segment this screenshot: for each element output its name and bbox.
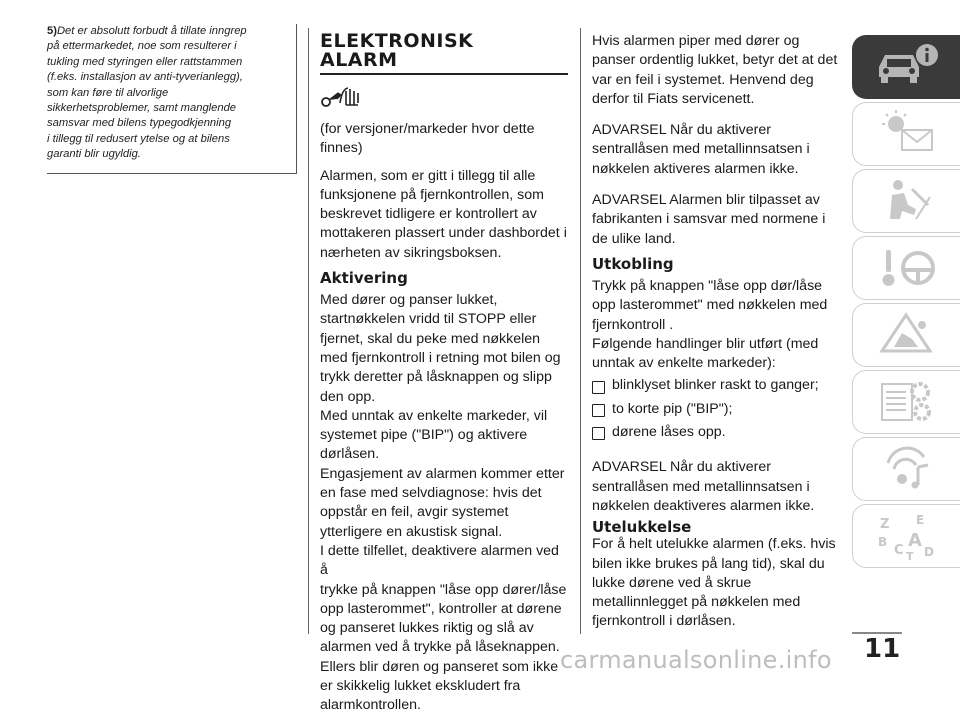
svg-text:B: B	[877, 535, 887, 549]
warning-line: ADVARSEL Når du aktiverer	[592, 459, 771, 476]
service-gear-icon	[872, 376, 942, 428]
tab-safety[interactable]	[852, 169, 960, 233]
text-line: alarmkontrollen.	[320, 697, 421, 714]
list-item: to korte pip ("BIP");	[592, 400, 842, 419]
text-line: ytterligere en akustisk signal.	[320, 523, 503, 540]
tab-index[interactable]	[852, 504, 960, 568]
text-line: Engasjement av alarmen kommer etter	[320, 465, 565, 482]
text-line: bilen ikke brukes på lang tid), skal du	[592, 555, 825, 572]
svg-text:D: D	[923, 545, 934, 559]
tab-car-info[interactable]	[852, 35, 960, 99]
warning-line: ADVARSEL Når du aktiverer	[592, 122, 771, 139]
section-title: ELEKTRONISK ALARM	[320, 30, 474, 71]
text-line: og panseret lukkes riktig og slå av	[320, 620, 534, 637]
footnote-line: på ettermarkedet, noe som resulterer i	[47, 40, 237, 53]
alarm-section	[320, 32, 568, 716]
car-info-icon	[871, 41, 941, 93]
footnote-line: i tillegg til redusert ytelse og at bilens	[47, 132, 230, 145]
footnote-line: (f.eks. installasjon av anti-tyverianlegg),	[47, 71, 243, 84]
svg-text:Z: Z	[879, 517, 889, 532]
footnote-line: sikkerhetsproblemer, samt manglende	[47, 102, 237, 115]
svg-text:T: T	[905, 550, 914, 562]
warning-line: sentrallåsen med metallinnsatsen i	[592, 141, 810, 158]
alarm-section-continued	[592, 32, 842, 632]
svg-text:C: C	[893, 543, 904, 558]
warning-line: nøkkelen aktiveres alarmen ikke.	[592, 160, 799, 177]
phone-music-icon	[872, 443, 942, 495]
title-rule	[320, 73, 568, 75]
tab-warning-lights[interactable]	[852, 102, 960, 166]
footnote-line: tukling med styringen eller rattstammen	[47, 55, 243, 68]
footnote-line: garanti blir ugyldig.	[47, 148, 141, 161]
text-line: I dette tilfellet, deaktivere alarmen ved å	[320, 542, 559, 579]
warning-line: sentrallåsen med metallinnsatsen i	[592, 478, 810, 495]
footnote-line: samsvar med bilens typegodkjenning	[47, 117, 232, 130]
checkbox-bullet-icon	[592, 427, 605, 440]
footnote-number: 5)	[47, 25, 57, 37]
footnote-box	[47, 24, 297, 174]
text-line: unntak av enkelte markeder):	[592, 355, 776, 372]
text-line: finnes)	[320, 140, 363, 157]
text-line: den opp.	[320, 388, 376, 405]
text-line: metallinnlegget på nøkkelen med	[592, 594, 801, 611]
text-line: opp lasterommet", kontroller at dørene	[320, 600, 562, 617]
heading-exclusion: Utelukkelse	[592, 518, 692, 537]
text-line: en fase med selvdiagnose: hvis det	[320, 485, 542, 502]
heading-activation: Aktivering	[320, 269, 408, 288]
text-line: funksjonene på fjernkontrollen, som	[320, 186, 544, 203]
text-line: oppstår en feil, avgir systemet	[320, 504, 509, 521]
airbag-seatbelt-icon	[872, 175, 942, 227]
heading-deactivation: Utkobling	[592, 254, 674, 273]
chapter-tabs	[852, 35, 960, 571]
warning-line: fabrikanten i samsvar med normene i	[592, 211, 826, 228]
text-line: derfor til Fiats servicenett.	[592, 90, 755, 107]
steering-wheel-key-icon	[872, 242, 942, 294]
text-line: Med unntak av enkelte markeder, vil	[320, 407, 548, 424]
text-line: mottakeren plassert under dashbordet i	[320, 225, 567, 242]
text-line: startnøkkelen vridd til STOPP eller	[320, 311, 537, 328]
text-line: opp lasterommet" med nøkkelen med	[592, 297, 828, 314]
text-line: fjernkontroll i dørlåsen.	[592, 613, 736, 630]
list-item: dørene låses opp.	[592, 423, 842, 442]
tab-maintenance[interactable]	[852, 370, 960, 434]
column-divider	[308, 28, 309, 634]
svg-text:A: A	[907, 530, 922, 551]
warning-line: de ulike land.	[592, 230, 676, 247]
alphabetical-index-icon	[872, 510, 942, 562]
text-line: lukke dørene ved å skrue	[592, 574, 752, 591]
text-line: (for versjoner/markeder hvor dette	[320, 121, 535, 137]
text-line: er skikkelig lukket ekskludert fra	[320, 678, 521, 695]
road-warning-icon	[872, 309, 942, 361]
footnote-line: som kan føre til alvorlige	[47, 86, 169, 99]
text-line: var en feil i systemet. Henvend deg	[592, 71, 814, 88]
text-line: panser ordentlig lukket, betyr det at det	[592, 52, 838, 69]
warning-lights-icon	[872, 108, 942, 160]
text-line: systemet pipe ("BIP") og aktivere	[320, 427, 528, 444]
text-line: trykke på knappen "låse opp dører/låse	[320, 581, 567, 598]
text-line: nærheten av sikringsboksen.	[320, 244, 502, 261]
text-line: Alarmen, som er gitt i tillegg til alle	[320, 167, 536, 184]
text-line: Trykk på knappen "låse opp dør/låse	[592, 277, 823, 294]
checkbox-bullet-icon	[592, 381, 605, 394]
text-line: For å helt utelukke alarmen (f.eks. hvis	[592, 536, 836, 553]
text-line: Med dører og panser lukket,	[320, 292, 498, 309]
tab-multimedia[interactable]	[852, 437, 960, 501]
checkbox-bullet-icon	[592, 404, 605, 417]
text-line: Følgende handlinger blir utført (med	[592, 335, 819, 352]
text-line: Hvis alarmen piper med dører og	[592, 33, 800, 49]
column-divider	[580, 28, 581, 634]
text-line: fjernkontroll .	[592, 316, 674, 333]
alarm-key-icon	[320, 85, 364, 109]
warning-line: nøkkelen deaktiveres alarmen ikke.	[592, 497, 815, 514]
text-line: beskrevet tidligere er kontrollert av	[320, 206, 537, 223]
list-item: blinklyset blinker raskt to ganger;	[592, 376, 842, 395]
warning-line: ADVARSEL Alarmen blir tilpasset av	[592, 192, 820, 209]
text-line: Ellers blir døren og panseret som ikke	[320, 658, 559, 675]
text-line: trykk deretter på låsknappen og slipp	[320, 369, 552, 386]
watermark: carmanualsonline.info	[560, 646, 832, 674]
text-line: fjernet, skal du peke med nøkkelen	[320, 330, 541, 347]
svg-text:E: E	[915, 513, 924, 527]
text-line: med fjernkontroll i retning mot bilen og	[320, 349, 561, 366]
footnote-line: Det er absolutt forbudt å tillate inngrep	[56, 25, 247, 37]
text-line: alarmen ved å trykke på låseknappen.	[320, 639, 560, 656]
text-line: dørlåsen.	[320, 446, 380, 463]
tab-emergency[interactable]	[852, 303, 960, 367]
tab-starting-driving[interactable]	[852, 236, 960, 300]
page-number: 11	[864, 634, 901, 664]
